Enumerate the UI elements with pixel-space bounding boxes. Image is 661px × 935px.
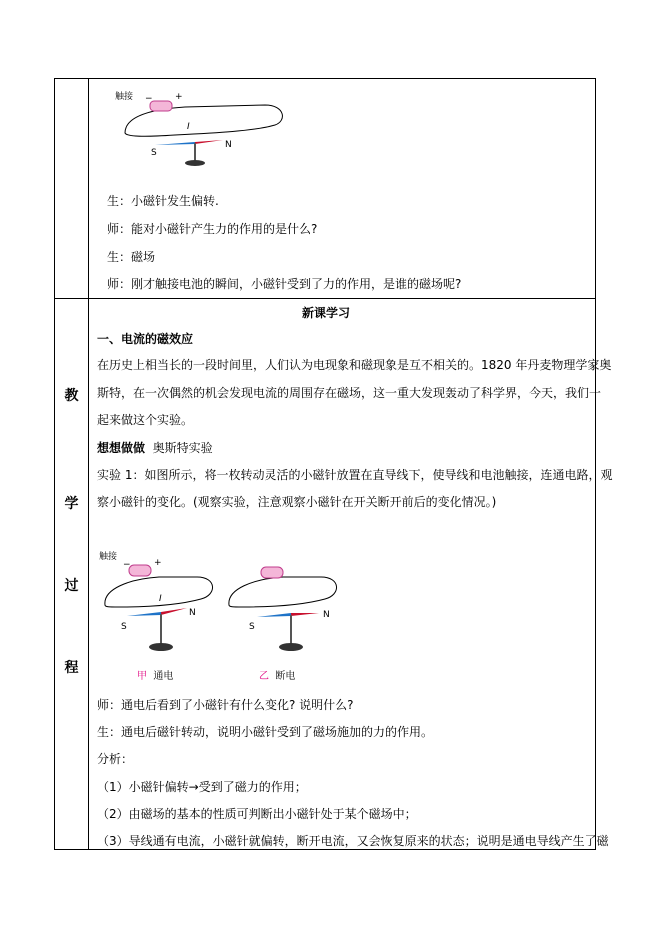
- row-divider: [55, 298, 595, 299]
- lesson-table: [54, 78, 613, 850]
- paragraph-line: 在历史上相当长的一段时间里，人们认为电现象和磁现象是互不相关的。1820 年丹麦物理学家奥: [97, 358, 612, 372]
- figure-n-label: N: [189, 608, 196, 618]
- side-label-char: 学: [64, 496, 79, 512]
- dialogue-line: 生：小磁针发生偏转.: [107, 194, 219, 208]
- oersted-figure-on: [99, 549, 219, 661]
- svg-text:−: −: [123, 560, 131, 570]
- dialogue-line: 师：能对小磁针产生力的作用的是什么?: [107, 222, 318, 236]
- figure-s-label: S: [151, 148, 157, 158]
- figure-s-label: S: [121, 622, 127, 632]
- analysis-item: （2）由磁场的基本的性质可判断出小磁针处于某个磁场中；: [97, 807, 417, 821]
- activity-text: 奥斯特实验: [152, 441, 213, 455]
- column-divider: [88, 79, 89, 849]
- dialogue-line: 师：刚才触接电池的瞬间，小磁针受到了力的作用，是谁的磁场呢?: [107, 277, 462, 291]
- oersted-figure-top: [115, 85, 295, 169]
- analysis-item: （3）导线通有电流，小磁针就偏转，断开电流，又会恢复原来的状态；说明是通电导线产生了磁: [97, 834, 609, 848]
- question-line: 师：通电后看到了小磁针有什么变化? 说明什么?: [97, 698, 354, 712]
- section-title: 一、电流的磁效应: [97, 332, 194, 346]
- side-label-char: 过: [64, 578, 79, 594]
- section-heading: 新课学习: [301, 306, 350, 320]
- analysis-label: 分析：: [97, 752, 134, 766]
- figure-n-label: N: [323, 610, 330, 620]
- figure-touch-label: 触接: [99, 551, 118, 561]
- caption-mark: 乙: [259, 671, 269, 682]
- experiment-line: 实验 1：如图所示，将一枚转动灵活的小磁针放置在直导线下，使导线和电池触接，连通电路，观: [97, 468, 613, 482]
- answer-line: 生：通电后磁针转动，说明小磁针受到了磁场施加的力的作用。: [97, 725, 434, 739]
- figure-touch-label: 触接: [115, 91, 134, 101]
- paragraph-line: 斯特，在一次偶然的机会发现电流的周围存在磁场，这一重大发现轰动了科学界，今天，我们一: [97, 386, 602, 400]
- experiment-line: 察小磁针的变化。(观察实验，注意观察小磁针在开关断开前后的变化情况。): [97, 495, 497, 509]
- side-label-char: 教: [64, 388, 79, 404]
- figure-caption-b: [259, 669, 295, 685]
- activity-title: 想想做做: [97, 441, 146, 455]
- caption-mark: 甲: [137, 671, 147, 682]
- figure-n-label: N: [225, 140, 232, 150]
- caption-text: 通电: [153, 671, 174, 682]
- svg-text:−: −: [145, 94, 153, 104]
- dialogue-line: 生：磁场: [107, 250, 156, 264]
- figure-s-label: S: [249, 622, 255, 632]
- caption-text: 断电: [275, 671, 296, 682]
- svg-text:+: +: [154, 558, 162, 568]
- paragraph-line: 起来做这个实验。: [97, 413, 194, 427]
- svg-text:+: +: [175, 92, 183, 102]
- activity-line: [97, 440, 213, 456]
- analysis-item: （1）小磁针偏转→受到了磁力的作用；: [97, 780, 307, 794]
- side-label-char: 程: [64, 660, 79, 676]
- figure-current-label: I: [159, 594, 162, 604]
- figure-caption-a: [137, 669, 173, 685]
- figure-current-label: I: [187, 122, 190, 132]
- oersted-figure-off: [223, 559, 343, 659]
